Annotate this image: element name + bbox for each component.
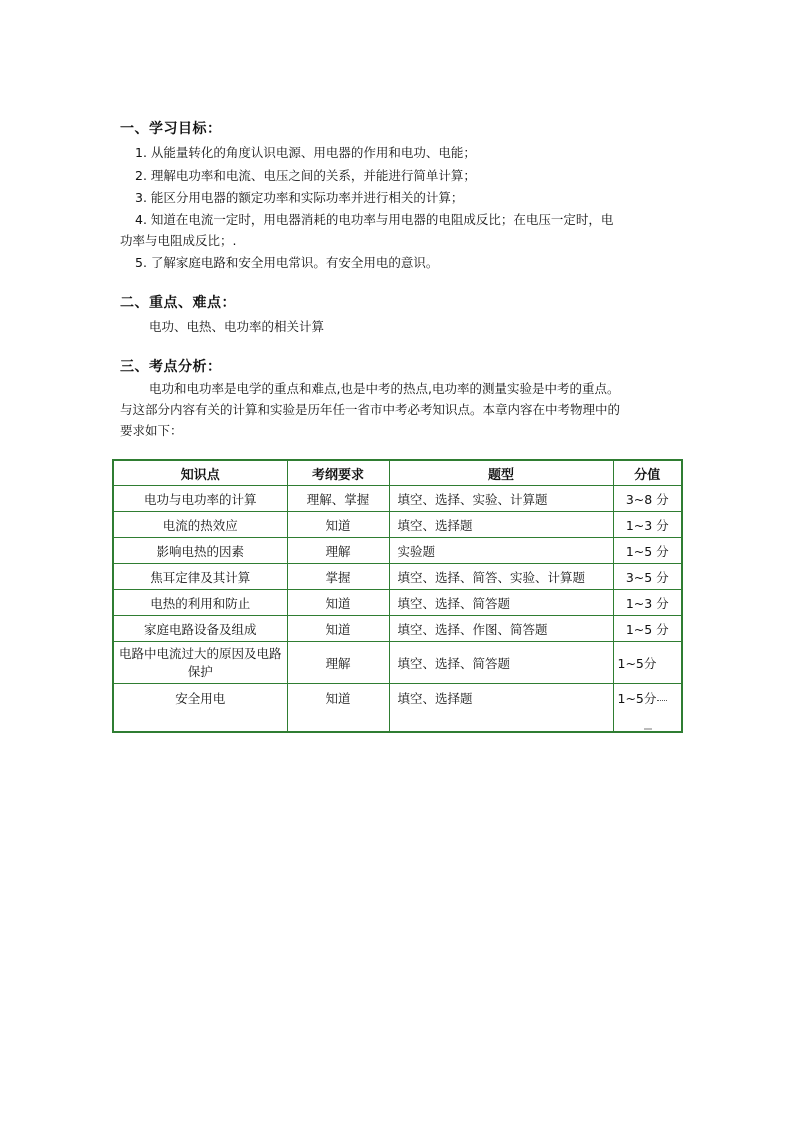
cell-knowledge: 家庭电路设备及组成 [113,616,287,642]
table-row [113,616,682,642]
table-row [113,642,682,684]
goal-item-1: 1. 从能量转化的角度认识电源、用电器的作用和电功、电能； [135,145,476,160]
analysis-line-3: 要求如下： [120,423,183,438]
cell-requirement: 理解、掌握 [287,486,389,512]
goal-item-3: 3. 能区分用电器的额定功率和实际功率并进行相关的计算； [135,190,464,205]
cell-score [613,684,682,733]
cell-knowledge: 影响电热的因素 [113,538,287,564]
cell-knowledge: 安全用电 [113,684,287,733]
cell-question-type: 填空、选择、简答题 [389,642,613,684]
header-knowledge: 知识点 [113,460,287,486]
table-row [113,684,682,733]
cell-requirement: 知道 [287,590,389,616]
cell-question-type: 填空、选择题 [389,684,613,733]
cell-requirement: 知道 [287,512,389,538]
cell-question-type: 实验题 [389,538,613,564]
goal-item-2: 2. 理解电功率和电流、电压之间的关系，并能进行简单计算； [135,168,476,183]
section-2-title: 二、重点、难点： [120,295,236,311]
faint-mark-icon [644,728,652,730]
analysis-line-1: 电功和电功率是电学的重点和难点,也是中考的热点,电功率的测量实验是中考的重点。 [149,381,620,396]
cell-knowledge: 电流的热效应 [113,512,287,538]
cell-question-type: 填空、选择、实验、计算题 [389,486,613,512]
cell-knowledge: 电路中电流过大的原因及电路保护 [113,642,287,684]
cell-requirement: 理解 [287,642,389,684]
header-score: 分值 [613,460,682,486]
table-row [113,564,682,590]
table-row [113,486,682,512]
cell-requirement: 理解 [287,538,389,564]
table-row [113,590,682,616]
cell-knowledge: 电热的利用和防止 [113,590,287,616]
table-header-row [113,460,682,486]
dotted-mark-icon [657,699,667,701]
cell-score: 1~3 分 [613,590,682,616]
cell-question-type: 填空、选择、简答题 [389,590,613,616]
cell-score: 3~8 分 [613,486,682,512]
cell-score-text: 1~5分 [617,691,657,706]
cell-requirement: 知道 [287,616,389,642]
goal-item-4-cont: 功率与电阻成反比；. [120,233,237,248]
cell-question-type: 填空、选择、作图、简答题 [389,616,613,642]
section-3-title: 三、考点分析： [120,359,222,375]
section-1-title: 一、学习目标： [120,121,222,137]
exam-requirements-table [112,459,683,733]
cell-score: 1~5分 [613,642,682,684]
header-question-type: 题型 [389,460,613,486]
cell-question-type: 填空、选择、简答、实验、计算题 [389,564,613,590]
cell-requirement: 知道 [287,684,389,733]
goal-item-5: 5. 了解家庭电路和安全用电常识。有安全用电的意识。 [135,255,439,270]
cell-knowledge: 焦耳定律及其计算 [113,564,287,590]
table-row [113,538,682,564]
cell-question-type: 填空、选择题 [389,512,613,538]
cell-requirement: 掌握 [287,564,389,590]
header-requirement: 考纲要求 [287,460,389,486]
cell-score: 1~5 分 [613,538,682,564]
analysis-line-2: 与这部分内容有关的计算和实验是历年任一省市中考必考知识点。本章内容在中考物理中的 [120,402,621,417]
cell-score: 1~5 分 [613,616,682,642]
goal-item-4: 4. 知道在电流一定时，用电器消耗的电功率与用电器的电阻成反比；在电压一定时，电 [135,212,614,227]
table-row [113,512,682,538]
cell-knowledge: 电功与电功率的计算 [113,486,287,512]
cell-score: 1~3 分 [613,512,682,538]
key-points-text: 电功、电热、电功率的相关计算 [149,319,325,334]
cell-score: 3~5 分 [613,564,682,590]
